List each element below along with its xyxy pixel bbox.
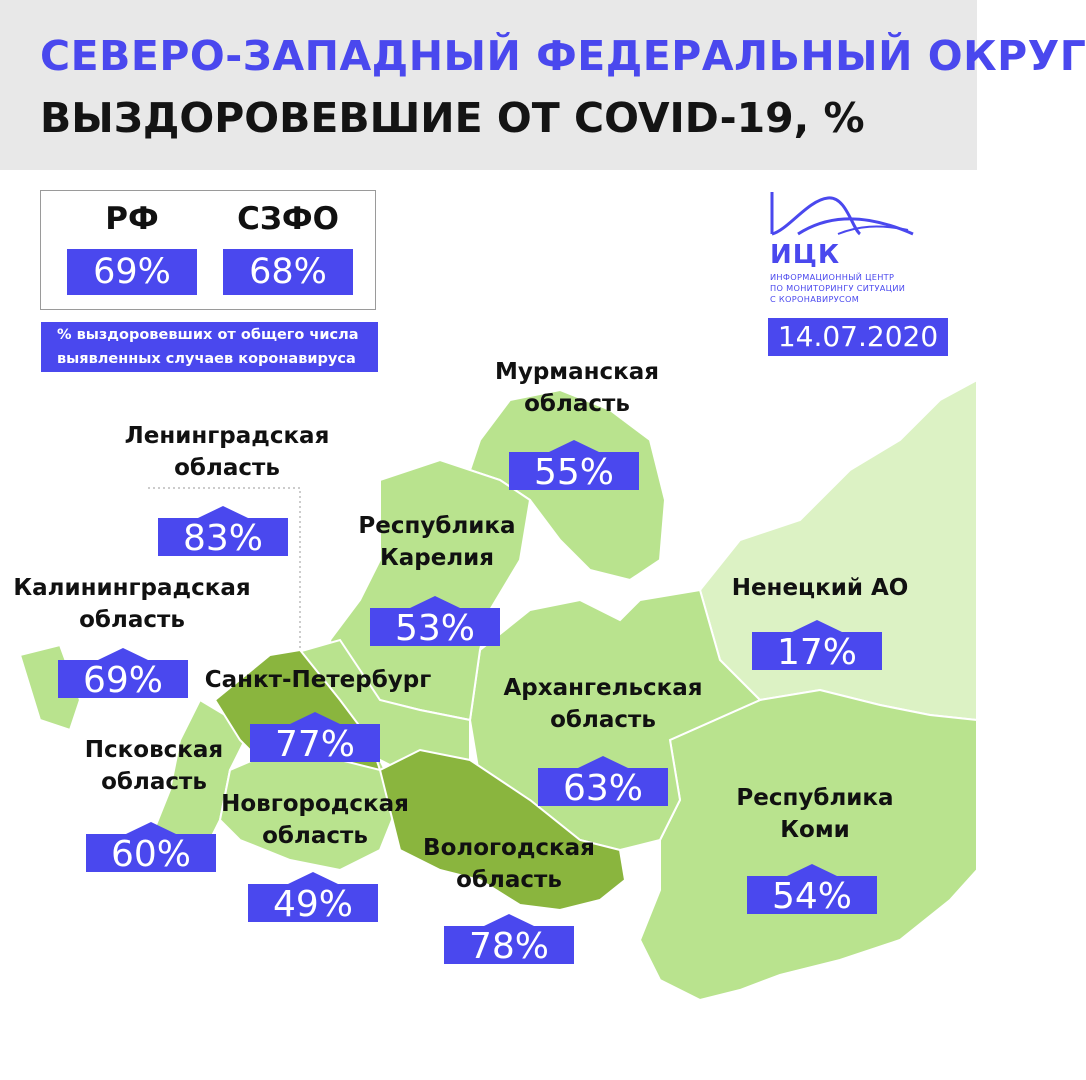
region-value-spb: 77% xyxy=(274,724,355,765)
page-title: СЕВЕРО-ЗАПАДНЫЙ ФЕДЕРАЛЬНЫЙ ОКРУГ xyxy=(40,32,1086,80)
summary-box xyxy=(40,190,376,310)
region-label-vologda: Вологодская область xyxy=(423,835,595,893)
region-badge-novgorod xyxy=(248,872,378,925)
region-badge-komi xyxy=(747,864,877,917)
region-badge-murmansk xyxy=(509,440,639,493)
region-value-pskov: 60% xyxy=(110,834,191,875)
region-label-komi: Республика Коми xyxy=(736,785,894,843)
szfo-label: СЗФО xyxy=(237,201,339,237)
page-subtitle: ВЫЗДОРОВЕВШИЕ ОТ COVID-19, % xyxy=(40,94,865,142)
rf-value: 69% xyxy=(67,249,197,295)
region-label-nenets: Ненецкий АО xyxy=(731,575,909,601)
region-badge-leningrad xyxy=(158,506,288,559)
logo-subtitle xyxy=(770,272,970,305)
szfo-value: 68% xyxy=(223,249,353,295)
date-badge: 14.07.2020 xyxy=(768,318,948,356)
logo-name: ИЦК xyxy=(770,240,841,270)
region-value-leningrad: 83% xyxy=(182,518,263,559)
region-value-arkhangelsk: 63% xyxy=(562,768,643,809)
region-label-murmansk: Мурманская область xyxy=(494,359,660,417)
region-value-novgorod: 49% xyxy=(272,884,353,925)
header-band xyxy=(0,0,977,170)
region-value-nenets: 17% xyxy=(776,632,857,673)
region-badge-nenets xyxy=(752,620,882,673)
region-value-vologda: 78% xyxy=(468,926,549,967)
region-label-pskov: Псковская область xyxy=(84,737,224,795)
rf-label: РФ xyxy=(105,201,159,237)
region-label-karelia: Республика Карелия xyxy=(358,513,516,571)
region-value-kaliningrad: 69% xyxy=(82,660,163,701)
region-badge-vologda xyxy=(444,914,574,967)
summary-note: % выздоровевших от общего числа выявленных случаев коронавируса xyxy=(41,322,378,372)
ick-logo-icon xyxy=(768,190,918,238)
region-value-komi: 54% xyxy=(771,876,852,917)
region-label-spb: Санкт-Петербург xyxy=(204,667,432,693)
region-value-murmansk: 55% xyxy=(533,452,614,493)
logo-subtitle-line: ИНФОРМАЦИОННЫЙ ЦЕНТР xyxy=(770,272,895,282)
region-value-karelia: 53% xyxy=(394,608,475,649)
region-label-leningrad: Ленинградская область xyxy=(124,423,330,481)
region-label-novgorod: Новгородская область xyxy=(221,791,409,849)
region-label-kaliningrad: Калининградская область xyxy=(13,575,251,633)
region-label-arkhangelsk: Архангельская область xyxy=(503,675,703,733)
region-badge-karelia xyxy=(370,596,500,649)
region-badge-arkhangelsk xyxy=(538,756,668,809)
region-badge-kaliningrad xyxy=(58,648,188,701)
logo-subtitle-line: ПО МОНИТОРИНГУ СИТУАЦИИ xyxy=(770,283,906,293)
logo-subtitle-line: С КОРОНАВИРУСОМ xyxy=(770,294,860,304)
